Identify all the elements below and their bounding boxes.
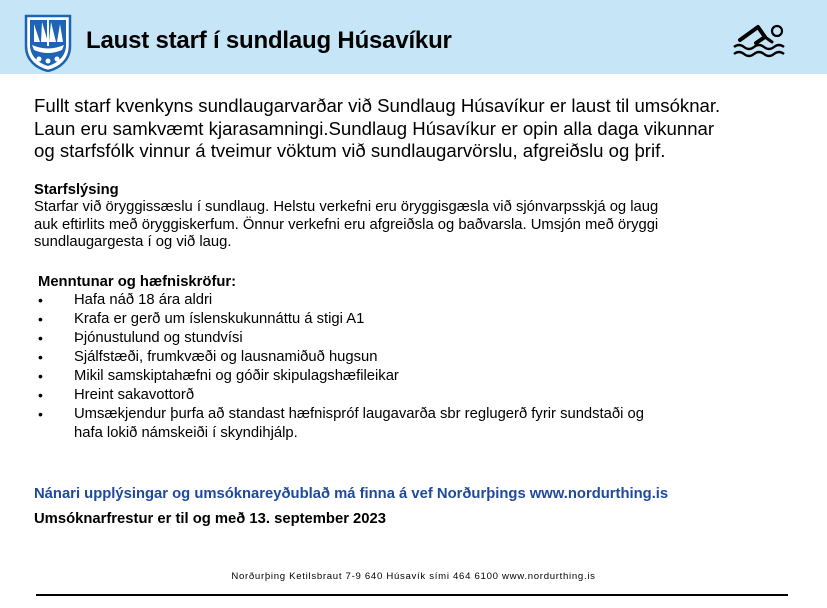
list-item — [38, 405, 818, 443]
list-item-text: Krafa er gerð um íslenskukunnáttu á stigi A1 — [74, 311, 365, 327]
list-item — [38, 386, 818, 405]
job-description-line: Starfar við öryggissæslu í sundlaug. Helstu verkefni eru öryggisgæsla við sjónvarpsskjá og laug — [34, 199, 659, 215]
list-item — [38, 329, 818, 348]
bullet: • — [38, 292, 43, 308]
intro-line: og starfsfólk vinnur á tveimur vöktum við sundlaugarvörslu, afgreiðslu og þrif. — [34, 140, 666, 161]
requirements-heading: Menntunar og hæfniskröfur: — [38, 274, 237, 290]
application-deadline: Umsóknarfrestur er til og með 13. september 2023 — [34, 511, 386, 527]
footer-divider — [36, 594, 788, 596]
list-item — [38, 291, 818, 310]
bullet: • — [38, 387, 43, 403]
list-item-text: Umsækjendur þurfa að standast hæfnispróf laugavarða sbr reglugerð fyrir sundstaði og — [74, 406, 644, 422]
job-description-line: sundlaugargesta í og við laug. — [34, 234, 232, 250]
list-item-text: Þjónustulund og stundvísi — [74, 330, 243, 346]
bullet: • — [38, 368, 43, 384]
job-description-text — [34, 199, 814, 252]
info-line: Nánari upplýsingar og umsóknareyðublað má finna á vef Norðurþings www.nordurthing.is — [34, 486, 669, 502]
requirements-section — [38, 273, 818, 443]
list-item — [38, 310, 818, 329]
bullet: • — [38, 349, 43, 365]
list-item-text: Mikil samskiptahæfni og góðir skipulagshæfileikar — [74, 368, 399, 384]
list-item-text: hafa lokið námskeiði í skyndihjálp. — [74, 425, 298, 441]
intro-paragraph — [34, 95, 814, 163]
intro-line: Fullt starf kvenkyns sundlaugarvarðar við Sundlaug Húsavíkur er laust til umsóknar. — [34, 95, 721, 116]
job-description-line: auk eftirlits með öryggiskerfum. Önnur verkefni eru afgreiðsla og baðvarsla. Umsjón með öryggi — [34, 216, 659, 233]
page-title: Laust starf í sundlaug Húsavíkur — [86, 27, 452, 54]
list-item — [38, 348, 818, 367]
list-item-text: Hafa náð 18 ára aldri — [74, 292, 213, 308]
requirements-list — [38, 291, 818, 443]
list-item-text: Hreint sakavottorð — [74, 387, 195, 403]
intro-line: Laun eru samkvæmt kjarasamningi.Sundlaug Húsavíkur er opin alla daga vikunnar — [34, 117, 715, 139]
job-description-heading: Starfslýsing — [34, 182, 119, 198]
header-band — [0, 0, 827, 74]
bullet: • — [38, 406, 43, 422]
list-item — [38, 367, 818, 386]
bullet: • — [38, 311, 43, 327]
footer-contact: Norðurþing Ketilsbraut 7-9 640 Húsavík sími 464 6100 www.nordurthing.is — [231, 571, 596, 582]
job-description-section — [34, 181, 814, 252]
list-item-text: Sjálfstæði, frumkvæði og lausnamiðuð hugsun — [74, 349, 378, 365]
bullet: • — [38, 330, 43, 346]
swimmer-icon — [732, 18, 788, 60]
husavik-crest-icon — [22, 12, 74, 72]
